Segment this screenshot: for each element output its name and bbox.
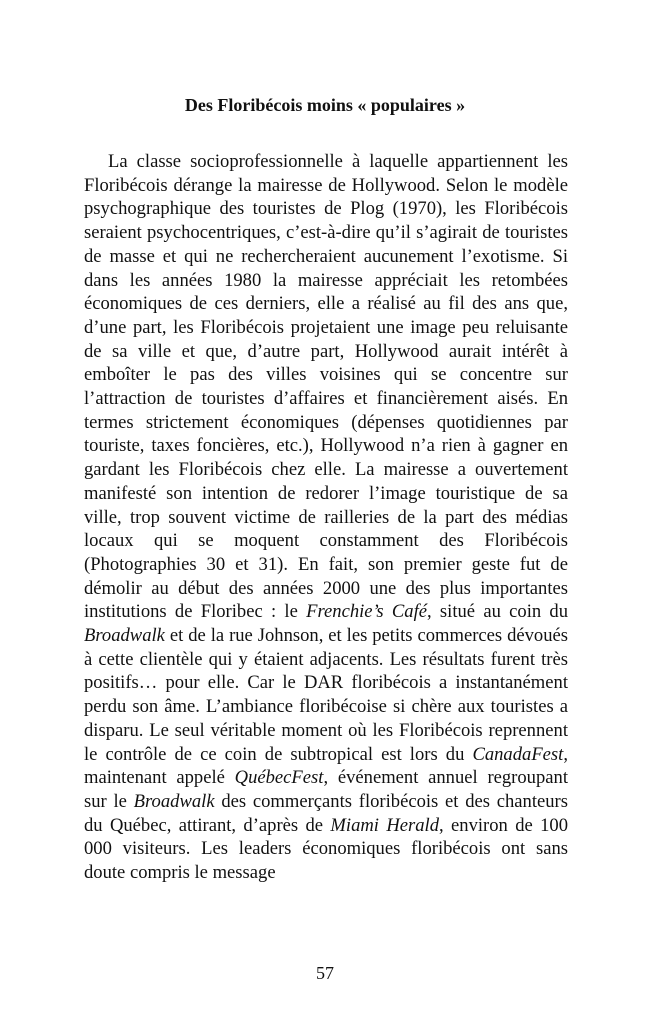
text-run: , maintenant appelé — [84, 743, 568, 789]
text-run-italic: Miami Herald — [330, 814, 440, 836]
page-number: 57 — [316, 963, 334, 983]
text-run-italic: Broadwalk — [133, 790, 215, 812]
text-run-italic: QuébecFest — [234, 767, 324, 789]
section-heading: Des Floribécois moins « populaires » — [184, 95, 466, 115]
text-run: , situé au coin du — [427, 601, 569, 623]
text-run: et de la rue Johnson, et les petits commerces dévoués à cette clientèle qui y étaient adjacents. Les résultats furent très positifs… pour elle. Car le DAR floribécois a instantanément perdu son âme. L’ambiance floribécoise si chère aux touristes a disparu. Le seul véritable moment où les Floribécois reprennent le contrôle de ce coin de subtropical est lors du — [84, 625, 568, 765]
text-run-italic: CanadaFest — [472, 743, 564, 765]
text-run-italic: Frenchie’s Café — [306, 601, 427, 623]
text-run: , environ de 100 000 visiteurs. Les leaders économiques floribécois ont sans doute compris le message — [84, 814, 568, 884]
body-paragraph — [84, 150, 568, 885]
text-run-italic: Broadwalk — [84, 625, 165, 647]
text-run: des commerçants floribécois et des chanteurs du Québec, attirant, d’après de — [84, 790, 568, 836]
text-run: La classe socioprofessionnelle à laquelle appartiennent les Floribécois dérange la mairesse de Hollywood. Selon le modèle psychographique des touristes de Plog (1970), les Floribécois seraient psychocentriques, c’est-à-dire qu’il s’agirait de touristes de masse et qui ne rechercheraient aucunement l’exotisme. Si dans les années 1980 la mairesse appréciait les retombées économiques de ces derniers, elle a réalisé au fil des ans que, d’une part, les Floribécois projetaient une image peu reluisante de sa ville et que, d’autre part, Hollywood aurait intérêt à emboîter le pas des villes voisines qui se concentre sur l’attraction de touristes d’affaires et financièrement aisés. En termes strictement économiques (dépenses quotidiennes par touriste, taxes foncières, etc.), Hollywood n’a rien à gagner en gardant les Floribécois chez elle. La mairesse a ouvertement manifesté son intention de redorer l’image touristique de sa ville, trop souvent victime de railleries de la part des médias locaux qui se moquent constamment des Floribécois (Photographies 30 et 31). En fait, son premier geste fut de démolir au début des années 2000 une des plus importantes institutions de Floribec : le — [84, 151, 568, 623]
text-run: , événement annuel regroupant sur le — [84, 767, 568, 812]
